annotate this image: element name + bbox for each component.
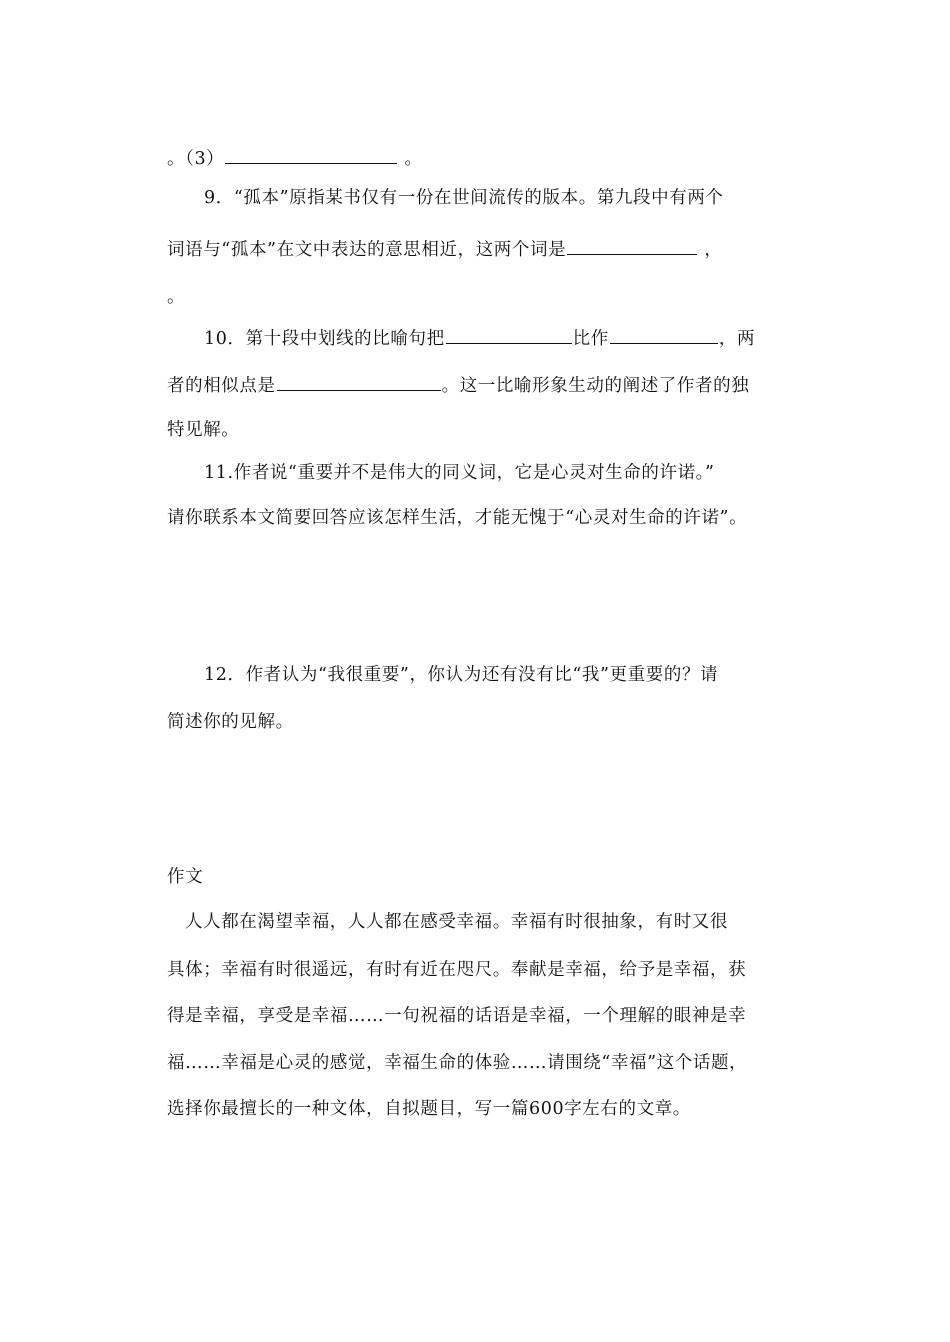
essay-prompt-line-4: 福……幸福是心灵的感觉，幸福生命的体验……请围绕“幸福”这个话题， bbox=[167, 1053, 748, 1073]
question-9-line-2 bbox=[167, 236, 722, 262]
question-10-line-2 bbox=[167, 372, 749, 398]
text: 者的相似点是 bbox=[167, 376, 276, 396]
question-12-line-2: 简述你的见解。 bbox=[167, 712, 294, 732]
text: 。（3） bbox=[167, 149, 225, 169]
essay-heading: 作文 bbox=[167, 867, 204, 887]
answer-blank[interactable] bbox=[567, 236, 697, 255]
question-9-line-3: 。 bbox=[167, 287, 186, 307]
question-12-line-1: 12．作者认为“我很重要”，你认为还有没有比“我”更重要的？请 bbox=[204, 665, 719, 685]
question-10-line-1 bbox=[204, 325, 755, 351]
text: ，两 bbox=[718, 329, 756, 349]
essay-prompt-line-1: 人人都在渴望幸福，人人都在感受幸福。幸福有时很抽象，有时又很 bbox=[185, 912, 728, 932]
text: 比作 bbox=[572, 329, 609, 349]
answer-blank[interactable] bbox=[225, 145, 397, 164]
answer-line-3 bbox=[167, 145, 423, 171]
text: 。这一比喻形象生动的阐述了作者的独 bbox=[441, 376, 750, 396]
essay-prompt-line-3: 得是幸福，享受是幸福……一句祝福的话语是幸福，一个理解的眼神是幸 bbox=[167, 1006, 747, 1026]
essay-prompt-line-2: 具体；幸福有时很遥远，有时有近在咫尺。奉献是幸福，给予是幸福，获 bbox=[167, 960, 747, 980]
answer-blank[interactable] bbox=[446, 325, 572, 344]
text: 。 bbox=[404, 149, 423, 169]
question-10-line-3: 特见解。 bbox=[167, 420, 240, 440]
question-9-line-1: 9．“孤本”原指某书仅有一份在世间流传的版本。第九段中有两个 bbox=[204, 188, 724, 208]
question-11-line-1: 11.作者说“重要并不是伟大的同义词，它是心灵对生命的许诺。” bbox=[204, 463, 715, 483]
text: 10．第十段中划线的比喻句把 bbox=[204, 329, 445, 349]
text: ， bbox=[704, 240, 723, 260]
essay-prompt-line-5: 选择你最擅长的一种文体，自拟题目，写一篇600字左右的文章。 bbox=[167, 1099, 691, 1119]
text: 词语与“孤本”在文中表达的意思相近，这两个词是 bbox=[167, 240, 567, 260]
answer-blank[interactable] bbox=[610, 325, 718, 344]
answer-blank[interactable] bbox=[277, 372, 441, 391]
question-11-line-2: 请你联系本文简要回答应该怎样生活，才能无愧于“心灵对生命的许诺”。 bbox=[167, 508, 748, 528]
